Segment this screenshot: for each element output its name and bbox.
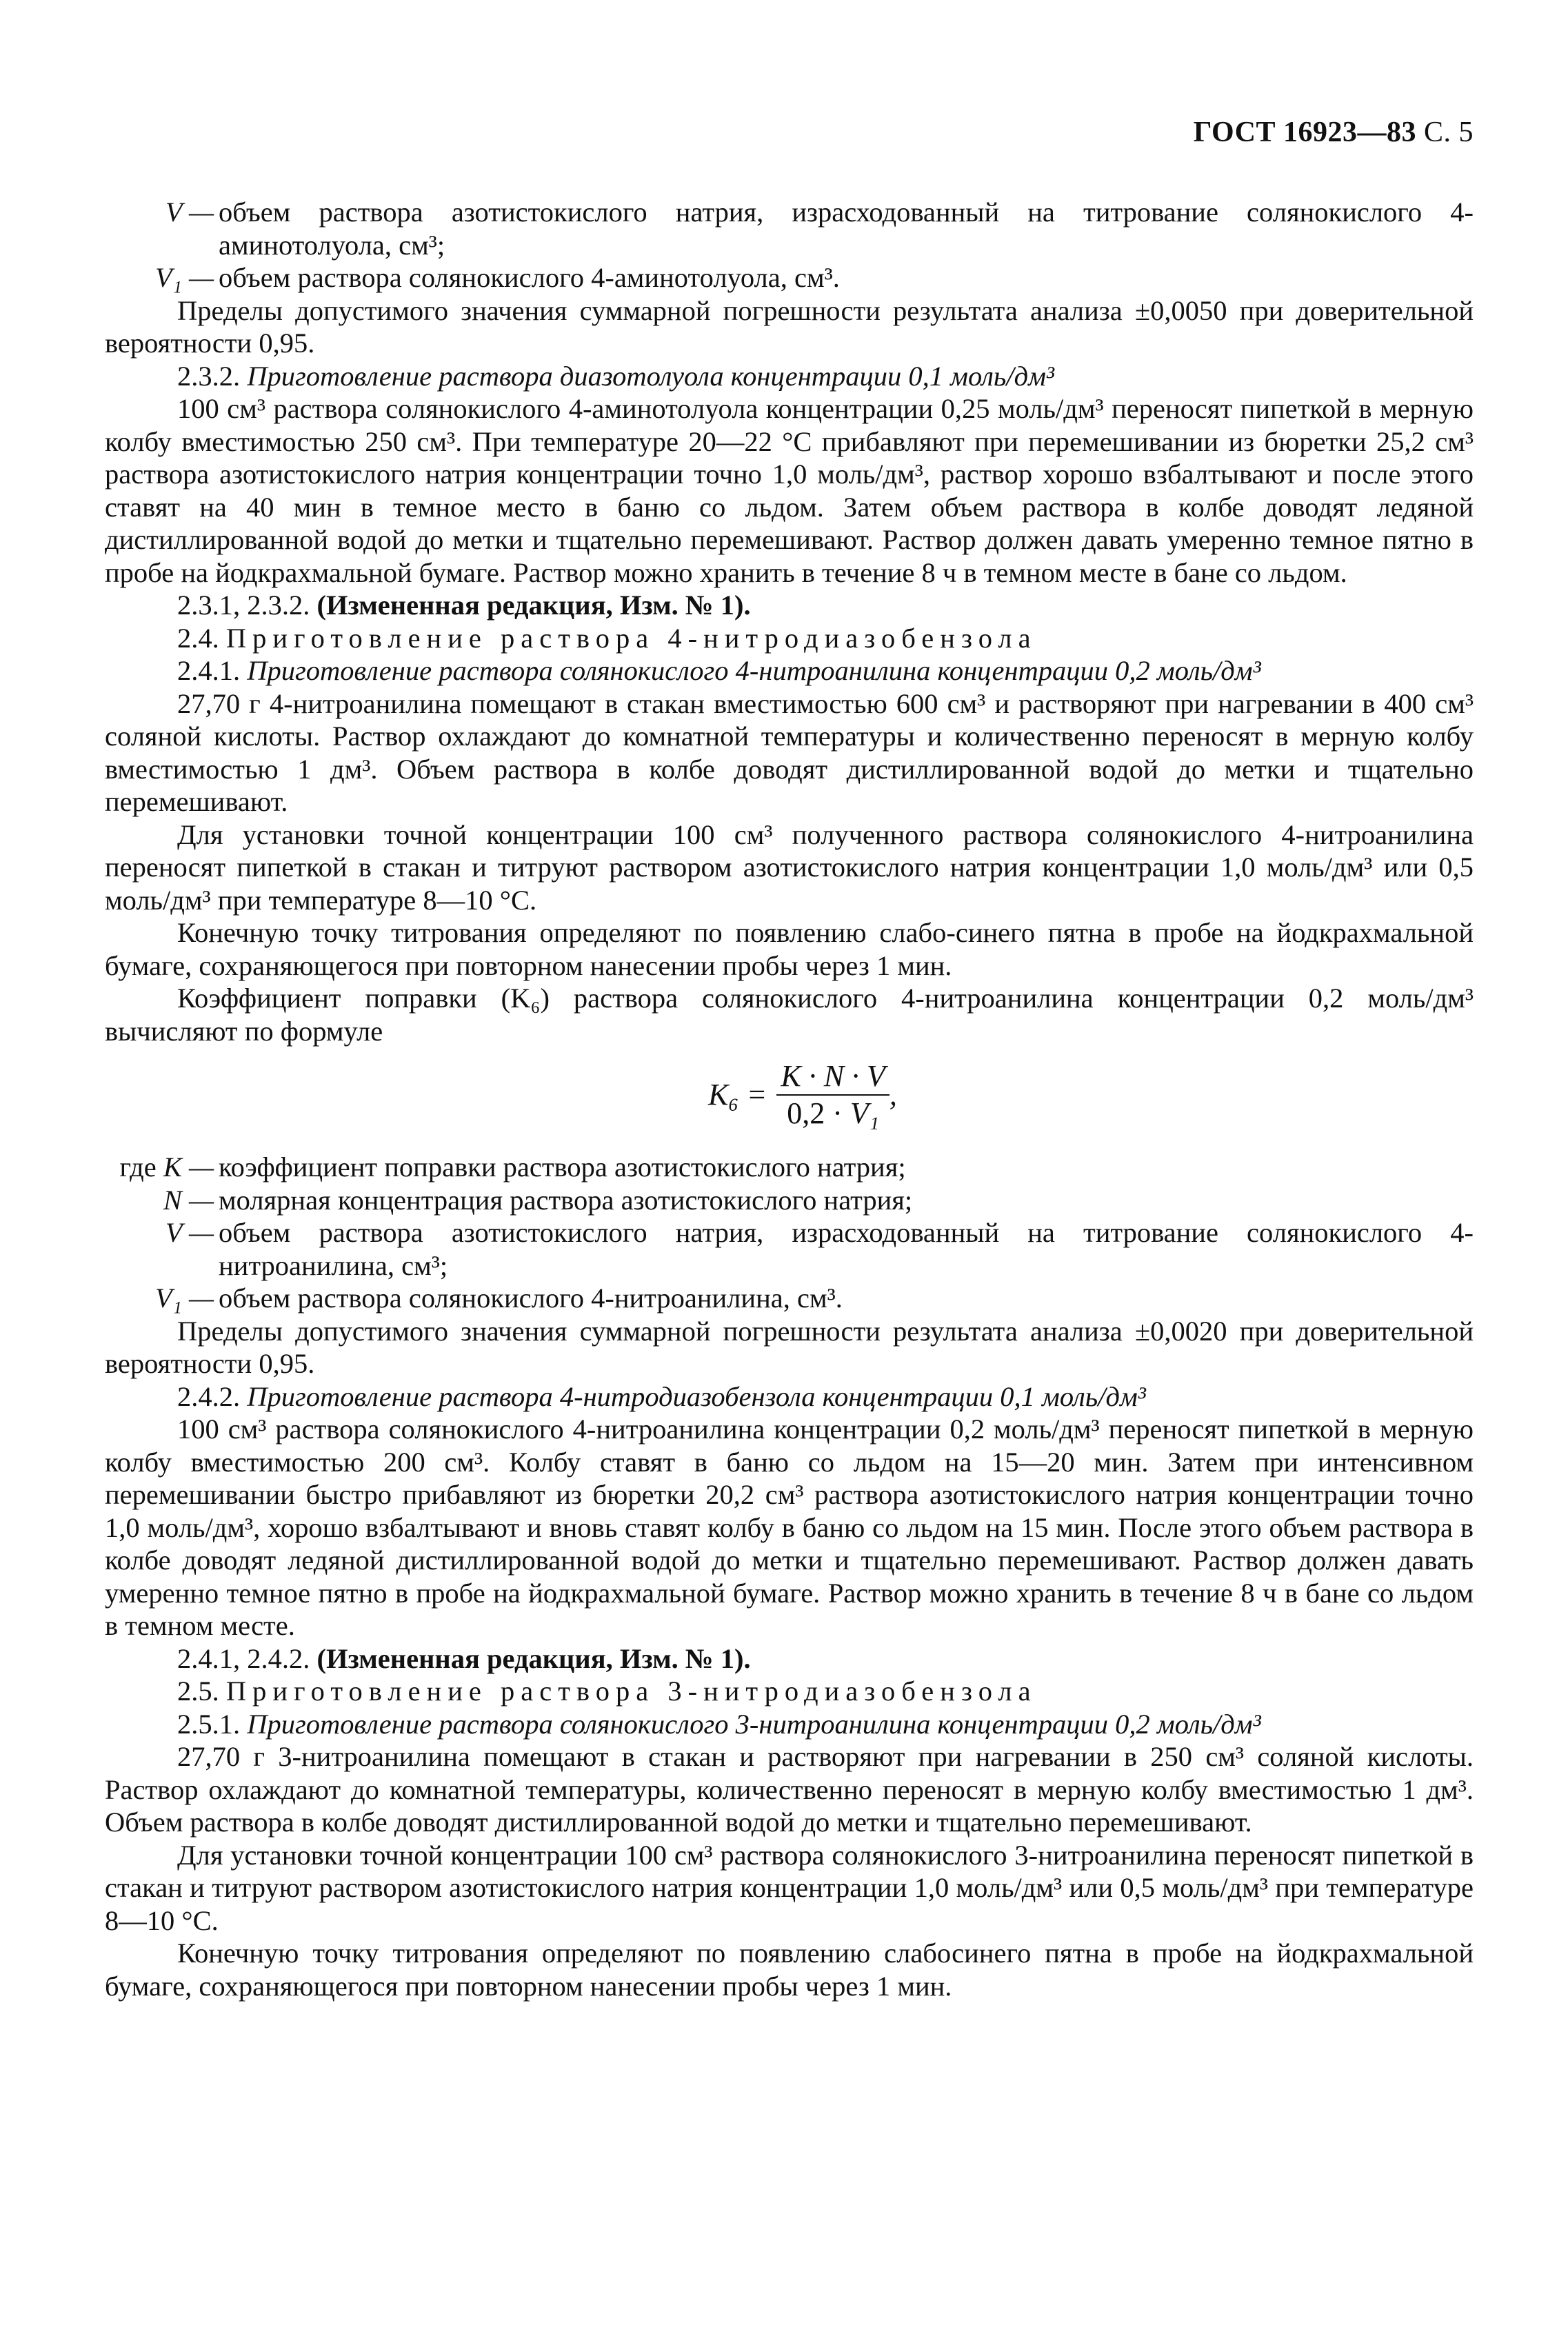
document-body xyxy=(105,103,1474,2002)
section-2-4-1-paragraph: Коэффициент поправки (K₆) раствора солянокислого 4-нитроанилина концентрации 0,2 моль/дм³ вычисляют по формуле xyxy=(105,983,1474,1047)
definition-item xyxy=(105,1151,1474,1184)
definition-text: объем раствора солянокислого 4-нитроанилина, см³. xyxy=(219,1282,843,1314)
section-2-4-1-heading: 2.4.1. Приготовление раствора солянокислого 4-нитроанилина концентрации 0,2 моль/дм³ xyxy=(177,655,1261,686)
definition-text: объем раствора солянокислого 4-аминотолуола, см³. xyxy=(219,262,840,293)
definition-symbol: где K — xyxy=(119,1151,214,1183)
definition-symbol: V — xyxy=(165,197,214,228)
definition-item xyxy=(105,1184,1474,1217)
section-2-4-2-heading: 2.4.2. Приготовление раствора 4-нитродиазобензола концентрации 0,1 моль/дм³ xyxy=(177,1380,1146,1412)
amendment-note: 2.4.1, 2.4.2. (Измененная редакция, Изм. № 1). xyxy=(177,1642,751,1674)
formula-denominator: 0,2 · V₁ xyxy=(787,1096,880,1130)
definition-text: молярная концентрация раствора азотистокислого натрия; xyxy=(219,1184,913,1216)
definition-symbol: V₁ — xyxy=(155,262,214,293)
formula-fraction xyxy=(776,1060,889,1129)
formula-tail: , xyxy=(889,1077,897,1111)
formula xyxy=(708,1060,897,1129)
section-2-5-1-paragraph: Конечную точку титрования определяют по появлению слабосинего пятна в пробе на йодкрахмальной бумаге, сохраняющегося при повторном нанесении пробы через 1 мин. xyxy=(105,1938,1474,2002)
section-2-4-2-text: 100 см³ раствора солянокислого 4-нитроанилина концентрации 0,2 моль/дм³ переносят пипеткой в мерную колбу вместимостью 200 см³. Колбу ставят в баню со льдом на 15—20 мин. Затем при интенсивном перемешивании быстро прибавляют из бюретки 20,2 см³ раствора азотистокислого натрия концентрации точно 1,0 моль/дм³, хорошо взбалтывают и вновь ставят колбу в баню со льдом на 15 мин. После этого объем раствора в колбе доводят ледяной дистиллированной водой до метки и тщательно перемешивают. Раствор должен давать умеренно темное пятно в пробе на йодкрахмальной бумаге. Раствор можно хранить в течение 8 ч в бане со льдом в темном месте. xyxy=(105,1414,1474,1641)
definition-item xyxy=(105,1216,1474,1282)
definition-text: объем раствора азотистокислого натрия, израсходованный на титрование солянокислого 4-нитроанилина, см³; xyxy=(219,1217,1474,1281)
error-limits-paragraph: Пределы допустимого значения суммарной погрешности результата анализа ±0,0020 при доверительной вероятности 0,95. xyxy=(105,1315,1474,1379)
definition-item xyxy=(105,196,1474,261)
definition-symbol: N — xyxy=(163,1184,214,1216)
section-2-5-1-heading: 2.5.1. Приготовление раствора солянокислого 3-нитроанилина концентрации 0,2 моль/дм³ xyxy=(177,1708,1261,1740)
document-number: ГОСТ 16923—83 xyxy=(1193,117,1416,148)
section-2-4-1-paragraph: Для установки точной концентрации 100 см³ полученного раствора солянокислого 4-нитроанилина переносят пипеткой в стакан и титруют раствором азотистокислого натрия концентрации 1,0 моль/дм³ или 0,5 моль/дм³ при температуре 8—10 °С. xyxy=(105,818,1474,916)
section-2-5-heading: 2.5. Приготовление раствора 3-нитродиазобензола xyxy=(177,1676,1037,1707)
section-2-3-2-text: 100 см³ раствора солянокислого 4-аминотолуола концентрации 0,25 моль/дм³ переносят пипеткой в мерную колбу вместимостью 250 см³. При температуре 20—22 °С прибавляют при перемешивании из бюретки 25,2 см³ раствора азотистокислого натрия концентрации точно 1,0 моль/дм³, раствор хорошо взбалтывают и после этого ставят на 40 мин в темное место в баню со льдом. Затем объем раствора в колбе доводят ледяной дистиллированной водой до метки и тщательно перемешивают. Раствор должен давать умеренно темное пятно в пробе на йодкрахмальной бумаге. Раствор можно хранить в течение 8 ч в темном месте в бане со льдом. xyxy=(105,393,1474,588)
section-2-4-1-paragraph: Конечную точку титрования определяют по появлению слабо-синего пятна в пробе на йодкрахмальной бумаге, сохраняющегося при повторном нанесении пробы через 1 мин. xyxy=(105,917,1474,981)
section-2-4-heading: 2.4. Приготовление раствора 4-нитродиазобензола xyxy=(177,622,1037,654)
formula-numerator: K · N · V xyxy=(776,1060,889,1096)
amendment-note: 2.3.1, 2.3.2. (Измененная редакция, Изм. № 1). xyxy=(177,590,751,621)
section-2-5-1-paragraph: 27,70 г 3-нитроанилина помещают в стакан и растворяют при нагревании в 250 см³ соляной кислоты. Раствор охлаждают до комнатной температуры, количественно переносят в мерную колбу вместимостью 1 дм³. Объем раствора в колбе доводят дистиллированной водой до метки и тщательно перемешивают. xyxy=(105,1741,1474,1838)
formula-lhs: K₆ = xyxy=(708,1077,767,1111)
definition-text: коэффициент поправки раствора азотистокислого натрия; xyxy=(219,1151,906,1183)
page-number: С. 5 xyxy=(1423,117,1474,148)
definition-item xyxy=(105,1282,1474,1315)
definition-item xyxy=(105,261,1474,294)
definition-symbol: V₁ — xyxy=(155,1282,214,1314)
formula-block xyxy=(105,1047,1474,1151)
definition-symbol: V — xyxy=(165,1217,214,1248)
error-limits-paragraph: Пределы допустимого значения суммарной погрешности результата анализа ±0,0050 при доверительной вероятности 0,95. xyxy=(105,294,1474,359)
section-2-4-1-paragraph: 27,70 г 4-нитроанилина помещают в стакан вместимостью 600 см³ и растворяют при нагревании в 400 см³ соляной кислоты. Раствор охлаждают до комнатной температуры и количественно переносят в мерную колбу вместимостью 1 дм³. Объем раствора в колбе доводят дистиллированной водой до метки и тщательно перемешивают. xyxy=(105,687,1474,817)
section-2-3-2-heading: 2.3.2. Приготовление раствора диазотолуола концентрации 0,1 моль/дм³ xyxy=(177,360,1055,392)
section-2-5-1-paragraph: Для установки точной концентрации 100 см³ раствора солянокислого 3-нитроанилина переносят пипеткой в стакан и титруют раствором азотистокислого натрия концентрации 1,0 моль/дм³ или 0,5 моль/дм³ при температуре 8—10 °С. xyxy=(105,1839,1474,1936)
definition-text: объем раствора азотистокислого натрия, израсходованный на титрование солянокислого 4-аминотолуола, см³; xyxy=(219,197,1474,261)
